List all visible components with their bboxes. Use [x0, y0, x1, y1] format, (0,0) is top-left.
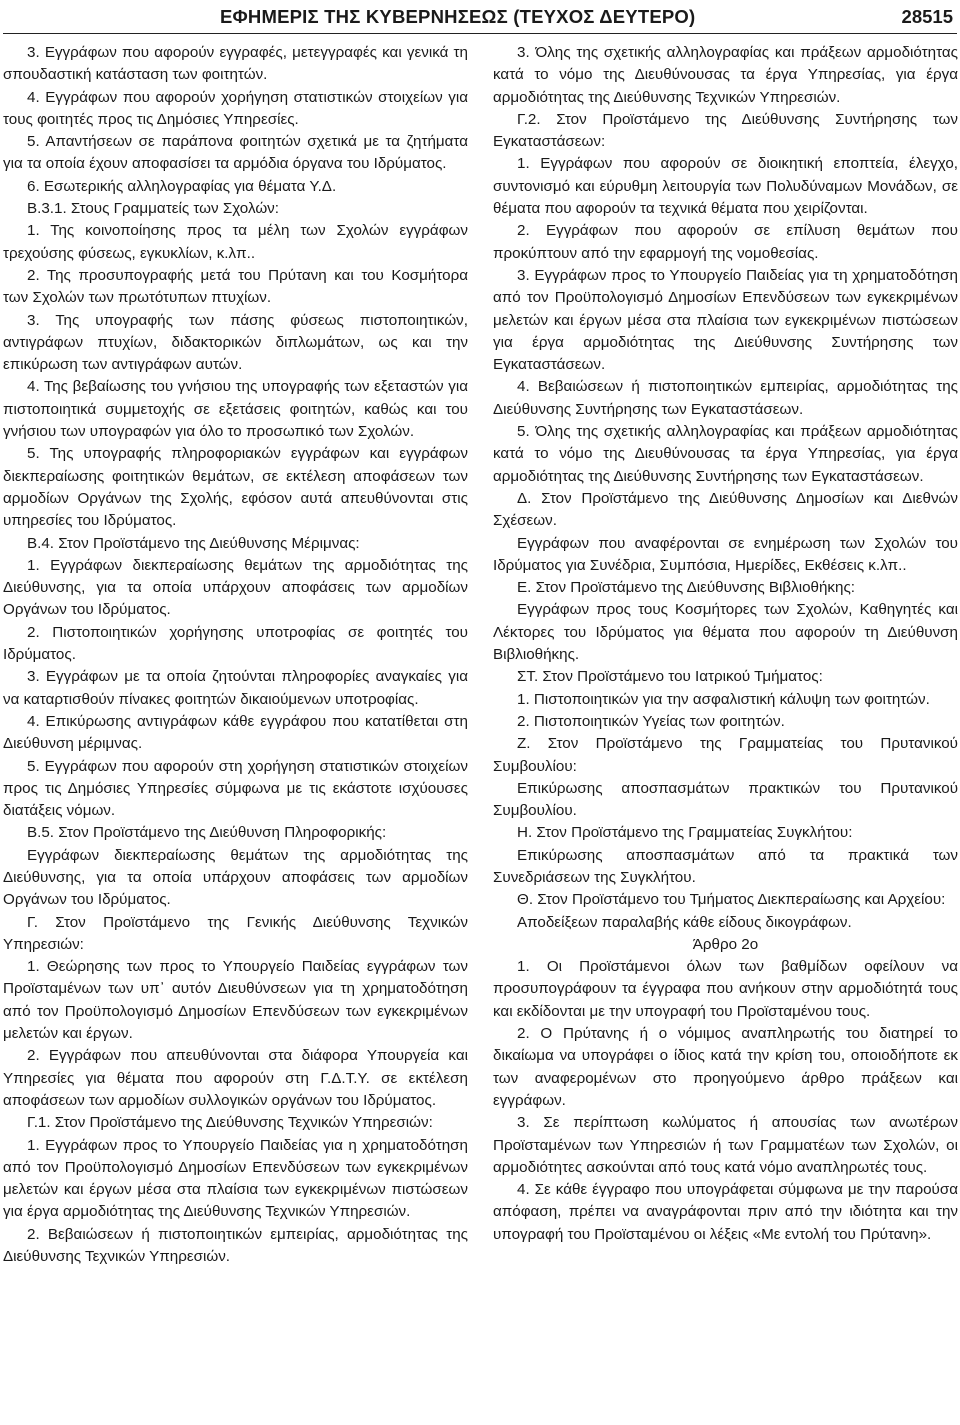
paragraph: 1. Της κοινοποίησης προς τα μέλη των Σχολών εγγράφων τρεχούσης φύσεως, εγκυκλίων, κ.λπ.. [3, 222, 468, 262]
paragraph: 1. Εγγράφων που αφορούν σε διοικητική εποπτεία, έλεγχο, συντονισμό και εύρυθμη λειτουργία των Πολυδύναμων Μονάδων, σε θέματα που αφορούν τα τεχνικά θέματα που χειρίζονται. [493, 155, 958, 218]
paragraph: 2. Εγγράφων που απευθύνονται στα διάφορα Υπουργεία και Υπηρεσίες για θέματα που αφορούν στη Γ.Δ.Τ.Υ. σε εκτέλεση αποφάσεων των αρμοδίων συλλογικών οργάνων του Ιδρύματος. [3, 1047, 468, 1109]
gazette-title: ΕΦΗΜΕΡΙΣ ΤΗΣ ΚΥΒΕΡΝΗΣΕΩΣ (ΤΕΥΧΟΣ ΔΕΥΤΕΡΟ) [220, 6, 696, 27]
paragraph: 1. Θεώρησης των προς το Υπουργείο Παιδείας εγγράφων των Προϊσταμένων των υπ᾽ αυτόν Διευθύνσεων για τη χρηματοδότηση από τον Προϋπολογισμό Δημοσίων Επενδύσεων των εγκεκριμένων μελετών και έργων. [3, 958, 468, 1043]
paragraph: 6. Εσωτερικής αλληλογραφίας για θέματα Υ.Δ. [27, 177, 337, 195]
paragraph: 5. Της υπογραφής πληροφοριακών εγγράφων και εγγράφων διεκπεραίωσης φοιτητικών θεμάτων, σε εκτέλεση αποφάσεων των αρμοδίων Οργάνων της Σχολής, εφόσον αυτά απευθύνονται στις υπηρεσίες του Ιδρύματος. [3, 445, 468, 530]
paragraph: Η. Στον Προϊστάμενο της Γραμματείας Συγκλήτου: [517, 824, 853, 842]
paragraph: 4. Εγγράφων που αφορούν χορήγηση στατιστικών στοιχείων για τους φοιτητές προς τις Δημόσιες Υπηρεσίες. [3, 88, 468, 128]
paragraph: 1. Πιστοποιητικών για την ασφαλιστική κάλυψη των φοιτητών. [517, 690, 930, 708]
paragraph: 4. Σε κάθε έγγραφο που υπογράφεται σύμφωνα με την παρούσα απόφαση, πρέπει να αναγράφονται πριν από την ιδιότητα και την υπογραφή του Προϊσταμένου οι λέξεις «Με εντολή του Πρύτανη». [493, 1181, 958, 1243]
paragraph: 2. Ο Πρύτανης ή ο νόμιμος αναπληρωτής του διατηρεί το δικαίωμα να υπογράφει ο ίδιος κατά την κρίση του, οποιοδήποτε εκ των αναφερομένων στο προηγούμενο άρθρο πράξεων και εγγράφων. [493, 1025, 958, 1109]
paragraph: Αποδείξεων παραλαβής κάθε είδους δικογράφων. [517, 913, 852, 931]
paragraph: Θ. Στον Προϊστάμενο του Τμήματος Διεκπεραίωσης και Αρχείου: [517, 891, 946, 909]
paragraph: 1. Οι Προϊστάμενοι όλων των βαθμίδων οφείλουν να προσυπογράφουν τα έγγραφα που ανήκουν στην αρμοδιότητά τους και εκδίδονται με την υπογραφή του Προϊσταμένου τους. [493, 958, 958, 1020]
paragraph: 3. Εγγράφων που αφορούν εγγραφές, μετεγγραφές και γενικά τη σπουδαστική κατάσταση των φοιτητών. [3, 44, 468, 84]
paragraph: 5. Εγγράφων που αφορούν στη χορήγηση στατιστικών στοιχείων προς τις Δημόσιες Υπηρεσίες σύμφωνα με τις εκάστοτε ισχύουσες διατάξεις νόμων. [3, 757, 468, 820]
paragraph: 2. Πιστοποιητικών χορήγησης υποτροφίας σε φοιτητές του Ιδρύματος. [3, 623, 468, 664]
paragraph: 3. Της υπογραφής των πάσης φύσεως πιστοποιητικών, αντιγράφων πτυχίων, διδακτορικών διπλωμάτων, ως και την επικύρωση των αντιγράφων αυτών. [3, 311, 468, 374]
paragraph: Γ.2. Στον Προϊστάμενο της Διεύθυνσης Συντήρησης των Εγκαταστάσεων: [493, 110, 958, 151]
article-heading: Άρθρο 2ο [692, 935, 759, 953]
paragraph: Γ. Στον Προϊστάμενο της Γενικής Διεύθυνσης Τεχνικών Υπηρεσιών: [3, 913, 468, 953]
paragraph: Εγγράφων διεκπεραίωσης θεμάτων της αρμοδιότητας της Διεύθυνσης, για τα οποία υπάρχουν αποφάσεις των αρμοδίων Οργάνων του Ιδρύματος. [3, 846, 468, 909]
paragraph: 2. Βεβαιώσεων ή πιστοποιητικών εμπειρίας, αρμοδιότητας της Διεύθυνσης Τεχνικών Υπηρεσιών. [3, 1225, 468, 1266]
paragraph: Εγγράφων που αναφέρονται σε ενημέρωση των Σχολών του Ιδρύματος για Συνέδρια, Συμπόσια, Ημερίδες, Εκθέσεις κ.λπ.. [493, 534, 958, 574]
paragraph: 2. Πιστοποιητικών Υγείας των φοιτητών. [517, 712, 785, 730]
paragraph: Δ. Στον Προϊστάμενο της Διεύθυνσης Δημοσίων και Διεθνών Σχέσεων. [493, 489, 958, 530]
left-column [3, 42, 468, 1268]
paragraph: 5. Όλης της σχετικής αλληλογραφίας και πράξεων αρμοδιότητας κατά το νόμο της Διευθύνουσας τα έργα Υπηρεσίας, για έργα αρμοδιότητας της Διεύθυνσης Συντήρησης των Εγκαταστάσεων. [493, 423, 958, 485]
paragraph: 3. Εγγράφων με τα οποία ζητούνται πληροφορίες αναγκαίες για να καταρτισθούν πίνακες φοιτητών δικαιούμενων υποτροφίας. [3, 668, 468, 708]
paragraph: 3. Σε περίπτωση κωλύματος ή απουσίας των ανωτέρων Προϊσταμένων των Υπηρεσιών ή των Γραμματέων των Σχολών, οι αρμοδιότητες ασκούνται από τους κατά νόμο αναπληρωτές τους. [493, 1114, 958, 1176]
paragraph: Β.5. Στον Προϊστάμενο της Διεύθυνση Πληροφορικής: [27, 824, 387, 842]
paragraph: 3. Εγγράφων προς το Υπουργείο Παιδείας για τη χρηματοδότηση από τον Προϋπολογισμό Δημοσίων Επενδύσεων των εγκεκριμένων μελετών και έργων μέσα στα πλαίσια των εγκεκριμένων πιστώσεων για έργα αρμοδιότητας της Διεύθυνσης Συντήρησης των Εγκαταστάσεων. [493, 266, 958, 374]
paragraph: 3. Όλης της σχετικής αλληλογραφίας και πράξεων αρμοδιότητας κατά το νόμο της Διευθύνουσας τα έργα Υπηρεσίας, για έργα αρμοδιότητας της Διεύθυνσης Τεχνικών Υπηρεσιών. [493, 44, 958, 106]
paragraph: 4. Επικύρωσης αντιγράφων κάθε εγγράφου που κατατίθεται στη Διεύθυνση μέριμνας. [3, 712, 468, 753]
paragraph: 2. Εγγράφων που αφορούν σε επίλυση θεμάτων που προκύπτουν από την εφαρμογή της νομοθεσίας. [493, 222, 958, 262]
right-column [493, 42, 958, 1246]
paragraph: Ζ. Στον Προϊστάμενο της Γραμματείας του Πρυτανικού Συμβουλίου: [493, 735, 958, 775]
paragraph: ΣΤ. Στον Προϊστάμενο του Ιατρικού Τμήματος: [517, 668, 823, 686]
paragraph: Β.3.1. Στους Γραμματείς των Σχολών: [27, 200, 279, 218]
paragraph: Επικύρωσης αποσπασμάτων πρακτικών του Πρυτανικού Συμβουλίου. [493, 779, 958, 820]
paragraph: 5. Απαντήσεων σε παράπονα φοιτητών σχετικά με τα ζητήματα για τα οποία έχουν αποφασίσει τα αρμόδια όργανα του Ιδρύματος. [3, 133, 468, 173]
paragraph: 4. Βεβαιώσεων ή πιστοποιητικών εμπειρίας, αρμοδιότητας της Διεύθυνσης Συντήρησης των Εγκαταστάσεων. [493, 378, 958, 418]
page-number: 28515 [901, 6, 953, 27]
paragraph: 4. Της βεβαίωσης του γνήσιου της υπογραφής των εξεταστών για πιστοποιητικά συμμετοχής σε εξετάσεις φοιτητών, καθώς και του γνήσιου των υπογραφών για όλο το προσωπικό των Σχολών. [3, 378, 468, 441]
paragraph: Εγγράφων προς τους Κοσμήτορες των Σχολών, Καθηγητές και Λέκτορες του Ιδρύματος για θέματα που αφορούν τη Διεύθυνση Βιβλιοθήκης. [493, 601, 958, 664]
paragraph: Β.4. Στον Προϊστάμενο της Διεύθυνσης Μέριμνας: [27, 534, 360, 552]
paragraph: Επικύρωσης αποσπασμάτων από τα πρακτικά των Συνεδριάσεων της Συγκλήτου. [493, 846, 958, 886]
paragraph: 1. Εγγράφων διεκπεραίωσης θεμάτων της αρμοδιότητας της Διεύθυνσης, για τα οποία υπάρχουν αποφάσεις των αρμοδίων Οργάνων του Ιδρύματος. [3, 556, 468, 619]
header-divider [3, 33, 957, 34]
paragraph: 2. Της προσυπογραφής μετά του Πρύτανη και του Κοσμήτορα των Σχολών των πρωτότυπων πτυχίων. [3, 266, 468, 307]
paragraph: 1. Εγγράφων προς το Υπουργείο Παιδείας για η χρηματοδότηση από τον Προϋπολογισμό Δημοσίων Επενδύσεων των εγκεκριμένων μελετών και έργων μέσα στα πλαίσια των εγκεκριμένων πιστώσεων για έργα αρμοδιότητας της Διεύθυνσης Τεχνικών Υπηρεσιών. [3, 1136, 468, 1221]
page-header [0, 0, 960, 40]
paragraph: Γ.1. Στον Προϊστάμενο της Διεύθυνσης Τεχνικών Υπηρεσιών: [27, 1114, 433, 1132]
paragraph: Ε. Στον Προϊστάμενο της Διεύθυνσης Βιβλιοθήκης: [517, 579, 855, 597]
